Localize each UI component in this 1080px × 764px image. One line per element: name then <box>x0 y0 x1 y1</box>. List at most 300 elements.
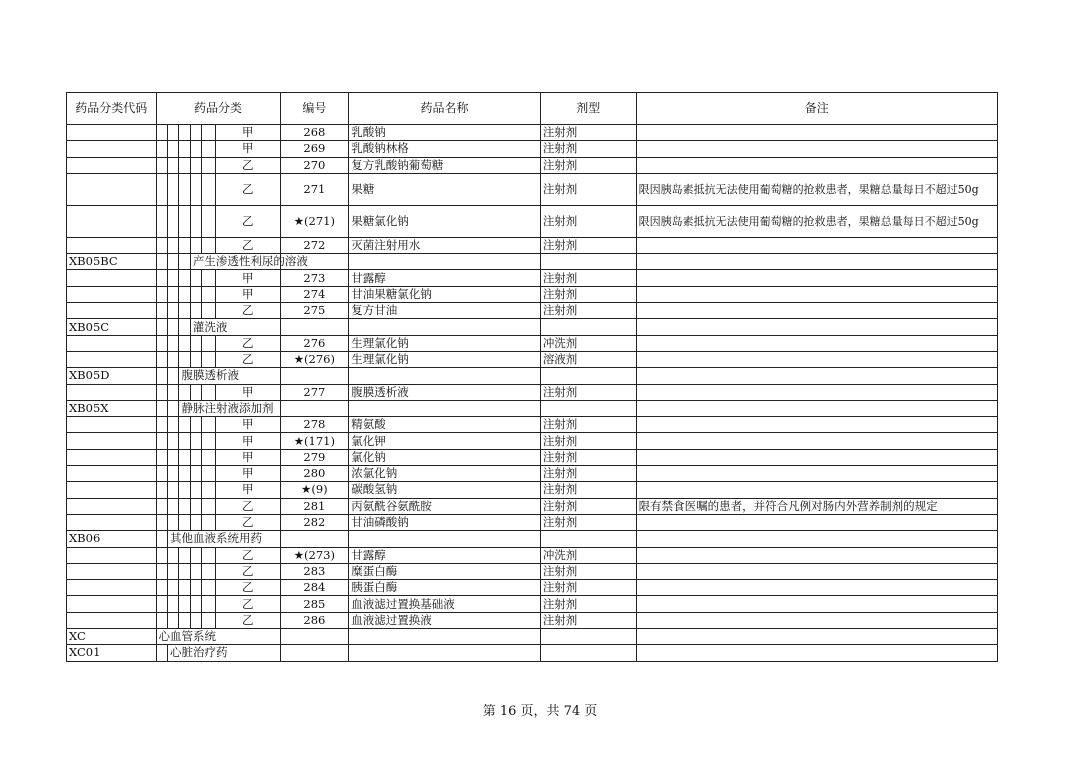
indent-cell <box>179 319 190 335</box>
indent-cell <box>202 141 216 157</box>
cell-number <box>280 629 349 645</box>
indent-cell <box>156 205 167 237</box>
cell-note <box>636 141 997 157</box>
cell-grade: 乙 <box>215 205 280 237</box>
indent-cell <box>202 580 216 596</box>
indent-cell <box>168 612 179 628</box>
cell-number: ★(171) <box>280 433 349 449</box>
drug-catalog-table <box>66 92 998 662</box>
cell-grade: 乙 <box>215 173 280 205</box>
indent-cell <box>190 237 201 253</box>
indent-cell <box>202 596 216 612</box>
cell-form: 注射剂 <box>540 498 636 514</box>
indent-cell <box>202 466 216 482</box>
cell-form <box>540 400 636 416</box>
cell-name: 果糖 <box>349 173 541 205</box>
indent-cell <box>179 466 190 482</box>
cell-note: 限有禁食医嘱的患者，并符合凡例对肠内外营养制剂的规定 <box>636 498 997 514</box>
indent-cell <box>190 141 201 157</box>
table-row <box>67 629 998 645</box>
cell-name: 复方乳酸钠葡萄糖 <box>349 157 541 173</box>
cell-grade: 甲 <box>215 384 280 400</box>
cell-form: 注射剂 <box>540 237 636 253</box>
indent-cell <box>168 205 179 237</box>
cell-code <box>67 303 157 319</box>
table-row <box>67 157 998 173</box>
cell-note <box>636 351 997 367</box>
cell-note <box>636 580 997 596</box>
cell-code <box>67 270 157 286</box>
indent-cell <box>168 303 179 319</box>
table-row <box>67 303 998 319</box>
indent-cell <box>156 612 167 628</box>
cell-number: 284 <box>280 580 349 596</box>
cell-form: 注射剂 <box>540 270 636 286</box>
cell-category: 腹膜透析液 <box>179 368 280 384</box>
cell-name <box>349 319 541 335</box>
indent-cell <box>156 531 167 547</box>
cell-number: 269 <box>280 141 349 157</box>
cell-form <box>540 368 636 384</box>
cell-name <box>349 531 541 547</box>
cell-note: 限因胰岛素抵抗无法使用葡萄糖的抢救患者，果糖总量每日不超过50g <box>636 205 997 237</box>
indent-cell <box>179 449 190 465</box>
indent-cell <box>179 384 190 400</box>
indent-cell <box>168 237 179 253</box>
cell-name: 甘露醇 <box>349 270 541 286</box>
cell-number: 286 <box>280 612 349 628</box>
indent-cell <box>156 270 167 286</box>
cell-number: 276 <box>280 335 349 351</box>
cell-name <box>349 400 541 416</box>
cell-code <box>67 433 157 449</box>
cell-note <box>636 400 997 416</box>
indent-cell <box>168 270 179 286</box>
cell-code <box>67 286 157 302</box>
cell-form: 注射剂 <box>540 173 636 205</box>
indent-cell <box>156 173 167 205</box>
cell-note <box>636 645 997 661</box>
header-number: 编号 <box>280 93 349 125</box>
cell-note <box>636 629 997 645</box>
indent-cell <box>179 335 190 351</box>
cell-grade: 乙 <box>215 335 280 351</box>
indent-cell <box>156 449 167 465</box>
cell-code <box>67 141 157 157</box>
cell-code <box>67 237 157 253</box>
cell-category: 心脏治疗药 <box>168 645 281 661</box>
cell-grade: 乙 <box>215 612 280 628</box>
indent-cell <box>156 125 167 141</box>
indent-cell <box>168 368 179 384</box>
table-row <box>67 417 998 433</box>
indent-cell <box>179 482 190 498</box>
indent-cell <box>202 125 216 141</box>
indent-cell <box>156 141 167 157</box>
cell-note: 限因胰岛素抵抗无法使用葡萄糖的抢救患者，果糖总量每日不超过50g <box>636 173 997 205</box>
indent-cell <box>202 482 216 498</box>
cell-code <box>67 157 157 173</box>
cell-grade: 甲 <box>215 433 280 449</box>
table-row <box>67 286 998 302</box>
cell-code: XC01 <box>67 645 157 661</box>
indent-cell <box>202 157 216 173</box>
cell-name: 乳酸钠 <box>349 125 541 141</box>
cell-form: 注射剂 <box>540 125 636 141</box>
cell-form: 注射剂 <box>540 514 636 530</box>
table-row <box>67 645 998 661</box>
indent-cell <box>202 563 216 579</box>
cell-form: 注射剂 <box>540 417 636 433</box>
table-row <box>67 563 998 579</box>
cell-grade: 乙 <box>215 596 280 612</box>
cell-grade: 乙 <box>215 303 280 319</box>
indent-cell <box>179 498 190 514</box>
cell-code <box>67 482 157 498</box>
indent-cell <box>168 351 179 367</box>
table-row <box>67 368 998 384</box>
cell-form: 注射剂 <box>540 466 636 482</box>
indent-cell <box>156 237 167 253</box>
cell-number <box>280 645 349 661</box>
cell-note <box>636 466 997 482</box>
indent-cell <box>202 498 216 514</box>
indent-cell <box>168 400 179 416</box>
cell-name: 氯化钠 <box>349 449 541 465</box>
indent-cell <box>190 157 201 173</box>
cell-name <box>349 645 541 661</box>
indent-cell <box>156 384 167 400</box>
header-row <box>67 93 998 125</box>
cell-category: 其他血液系统用药 <box>168 531 281 547</box>
indent-cell <box>179 580 190 596</box>
cell-name: 精氨酸 <box>349 417 541 433</box>
indent-cell <box>179 351 190 367</box>
cell-number: 274 <box>280 286 349 302</box>
table-row <box>67 125 998 141</box>
indent-cell <box>202 205 216 237</box>
cell-number: 282 <box>280 514 349 530</box>
indent-cell <box>179 254 190 270</box>
header-note: 备注 <box>636 93 997 125</box>
cell-code <box>67 514 157 530</box>
cell-number <box>280 368 349 384</box>
cell-name: 氯化钾 <box>349 433 541 449</box>
cell-form: 注射剂 <box>540 612 636 628</box>
indent-cell <box>190 173 201 205</box>
indent-cell <box>179 547 190 563</box>
indent-cell <box>168 482 179 498</box>
indent-cell <box>202 514 216 530</box>
table-row <box>67 580 998 596</box>
cell-form: 冲洗剂 <box>540 547 636 563</box>
table-row <box>67 531 998 547</box>
table-row <box>67 612 998 628</box>
table-row <box>67 205 998 237</box>
cell-form <box>540 645 636 661</box>
table-row <box>67 384 998 400</box>
indent-cell <box>190 612 201 628</box>
indent-cell <box>190 351 201 367</box>
cell-grade: 乙 <box>215 351 280 367</box>
cell-category: 灌洗液 <box>190 319 280 335</box>
cell-name: 胰蛋白酶 <box>349 580 541 596</box>
cell-name <box>349 368 541 384</box>
indent-cell <box>179 270 190 286</box>
indent-cell <box>202 449 216 465</box>
cell-name: 复方甘油 <box>349 303 541 319</box>
cell-number: 277 <box>280 384 349 400</box>
cell-form: 冲洗剂 <box>540 335 636 351</box>
cell-grade: 甲 <box>215 417 280 433</box>
cell-category: 产生渗透性利尿的溶液 <box>190 254 280 270</box>
cell-code <box>67 563 157 579</box>
cell-code: XB05C <box>67 319 157 335</box>
indent-cell <box>179 286 190 302</box>
cell-grade: 乙 <box>215 547 280 563</box>
cell-name: 丙氨酰谷氨酰胺 <box>349 498 541 514</box>
cell-number: 275 <box>280 303 349 319</box>
cell-name: 血液滤过置换液 <box>349 612 541 628</box>
table-row <box>67 319 998 335</box>
cell-code <box>67 612 157 628</box>
cell-note <box>636 612 997 628</box>
indent-cell <box>156 482 167 498</box>
cell-note <box>636 433 997 449</box>
indent-cell <box>168 286 179 302</box>
cell-note <box>636 368 997 384</box>
page-footer: 第 16 页，共 74 页 <box>482 704 598 719</box>
indent-cell <box>190 498 201 514</box>
cell-form <box>540 531 636 547</box>
indent-cell <box>156 351 167 367</box>
cell-form: 注射剂 <box>540 482 636 498</box>
cell-number: 285 <box>280 596 349 612</box>
cell-note <box>636 319 997 335</box>
cell-number: ★(9) <box>280 482 349 498</box>
cell-name <box>349 254 541 270</box>
cell-note <box>636 157 997 173</box>
indent-cell <box>156 563 167 579</box>
table-row <box>67 351 998 367</box>
table-row <box>67 449 998 465</box>
indent-cell <box>179 125 190 141</box>
cell-grade: 乙 <box>215 498 280 514</box>
indent-cell <box>190 303 201 319</box>
cell-grade: 乙 <box>215 157 280 173</box>
cell-grade: 乙 <box>215 563 280 579</box>
cell-code <box>67 125 157 141</box>
cell-code: XB06 <box>67 531 157 547</box>
cell-code <box>67 449 157 465</box>
indent-cell <box>179 237 190 253</box>
table-row <box>67 498 998 514</box>
cell-code <box>67 498 157 514</box>
cell-code: XB05D <box>67 368 157 384</box>
indent-cell <box>190 466 201 482</box>
cell-code <box>67 384 157 400</box>
indent-cell <box>156 368 167 384</box>
indent-cell <box>156 645 167 661</box>
table-row <box>67 270 998 286</box>
indent-cell <box>190 514 201 530</box>
cell-code <box>67 417 157 433</box>
table-row <box>67 514 998 530</box>
indent-cell <box>156 417 167 433</box>
cell-form: 注射剂 <box>540 433 636 449</box>
table-row <box>67 141 998 157</box>
cell-note <box>636 417 997 433</box>
cell-grade: 甲 <box>215 466 280 482</box>
cell-note <box>636 531 997 547</box>
cell-grade: 甲 <box>215 449 280 465</box>
cell-note <box>636 303 997 319</box>
cell-note <box>636 335 997 351</box>
cell-number: 271 <box>280 173 349 205</box>
table-row <box>67 237 998 253</box>
cell-code <box>67 547 157 563</box>
cell-number: 270 <box>280 157 349 173</box>
indent-cell <box>156 335 167 351</box>
cell-name: 腹膜透析液 <box>349 384 541 400</box>
indent-cell <box>168 141 179 157</box>
indent-cell <box>202 433 216 449</box>
indent-cell <box>179 612 190 628</box>
cell-number: 281 <box>280 498 349 514</box>
indent-cell <box>156 303 167 319</box>
cell-code <box>67 466 157 482</box>
cell-grade: 乙 <box>215 237 280 253</box>
indent-cell <box>202 173 216 205</box>
cell-name <box>349 629 541 645</box>
indent-cell <box>202 547 216 563</box>
indent-cell <box>179 141 190 157</box>
indent-cell <box>168 498 179 514</box>
indent-cell <box>202 384 216 400</box>
indent-cell <box>168 433 179 449</box>
cell-grade: 甲 <box>215 482 280 498</box>
cell-code <box>67 205 157 237</box>
cell-code <box>67 580 157 596</box>
cell-form: 注射剂 <box>540 157 636 173</box>
indent-cell <box>168 563 179 579</box>
indent-cell <box>190 417 201 433</box>
indent-cell <box>168 335 179 351</box>
indent-cell <box>190 433 201 449</box>
cell-number: ★(276) <box>280 351 349 367</box>
cell-form: 注射剂 <box>540 205 636 237</box>
indent-cell <box>179 173 190 205</box>
indent-cell <box>179 417 190 433</box>
indent-cell <box>202 270 216 286</box>
indent-cell <box>202 351 216 367</box>
cell-name: 浓氯化钠 <box>349 466 541 482</box>
cell-form: 注射剂 <box>540 596 636 612</box>
cell-number: 283 <box>280 563 349 579</box>
cell-code: XB05BC <box>67 254 157 270</box>
cell-number: 278 <box>280 417 349 433</box>
cell-grade: 甲 <box>215 270 280 286</box>
cell-number <box>280 319 349 335</box>
cell-name: 甘油果糖氯化钠 <box>349 286 541 302</box>
indent-cell <box>202 286 216 302</box>
indent-cell <box>190 449 201 465</box>
cell-number: 279 <box>280 449 349 465</box>
indent-cell <box>190 270 201 286</box>
header-category: 药品分类 <box>156 93 280 125</box>
indent-cell <box>179 157 190 173</box>
table-row <box>67 466 998 482</box>
table-row <box>67 335 998 351</box>
indent-cell <box>168 254 179 270</box>
indent-cell <box>156 433 167 449</box>
indent-cell <box>168 125 179 141</box>
cell-number <box>280 531 349 547</box>
cell-name: 灭菌注射用水 <box>349 237 541 253</box>
indent-cell <box>202 335 216 351</box>
indent-cell <box>156 157 167 173</box>
cell-number: 268 <box>280 125 349 141</box>
cell-form: 注射剂 <box>540 286 636 302</box>
indent-cell <box>168 384 179 400</box>
indent-cell <box>156 400 167 416</box>
cell-note <box>636 514 997 530</box>
cell-form: 注射剂 <box>540 449 636 465</box>
indent-cell <box>190 384 201 400</box>
cell-number: ★(273) <box>280 547 349 563</box>
table-row <box>67 254 998 270</box>
indent-cell <box>156 254 167 270</box>
table-row <box>67 400 998 416</box>
indent-cell <box>156 286 167 302</box>
table-row <box>67 596 998 612</box>
cell-grade: 乙 <box>215 580 280 596</box>
indent-cell <box>156 319 167 335</box>
indent-cell <box>190 547 201 563</box>
indent-cell <box>156 580 167 596</box>
indent-cell <box>156 498 167 514</box>
indent-cell <box>190 125 201 141</box>
indent-cell <box>190 205 201 237</box>
cell-note <box>636 563 997 579</box>
cell-note <box>636 270 997 286</box>
cell-note <box>636 384 997 400</box>
cell-name: 果糖氯化钠 <box>349 205 541 237</box>
cell-form <box>540 629 636 645</box>
indent-cell <box>202 417 216 433</box>
indent-cell <box>179 205 190 237</box>
cell-note <box>636 449 997 465</box>
cell-category: 静脉注射液添加剂 <box>179 400 280 416</box>
cell-name: 生理氯化钠 <box>349 335 541 351</box>
cell-form: 注射剂 <box>540 141 636 157</box>
cell-form: 注射剂 <box>540 303 636 319</box>
cell-note <box>636 547 997 563</box>
cell-code: XB05X <box>67 400 157 416</box>
header-form: 剂型 <box>540 93 636 125</box>
indent-cell <box>168 449 179 465</box>
indent-cell <box>202 303 216 319</box>
indent-cell <box>156 596 167 612</box>
indent-cell <box>168 514 179 530</box>
cell-form <box>540 319 636 335</box>
indent-cell <box>156 466 167 482</box>
indent-cell <box>156 514 167 530</box>
cell-name: 乳酸钠林格 <box>349 141 541 157</box>
indent-cell <box>179 303 190 319</box>
indent-cell <box>190 286 201 302</box>
cell-number: 280 <box>280 466 349 482</box>
